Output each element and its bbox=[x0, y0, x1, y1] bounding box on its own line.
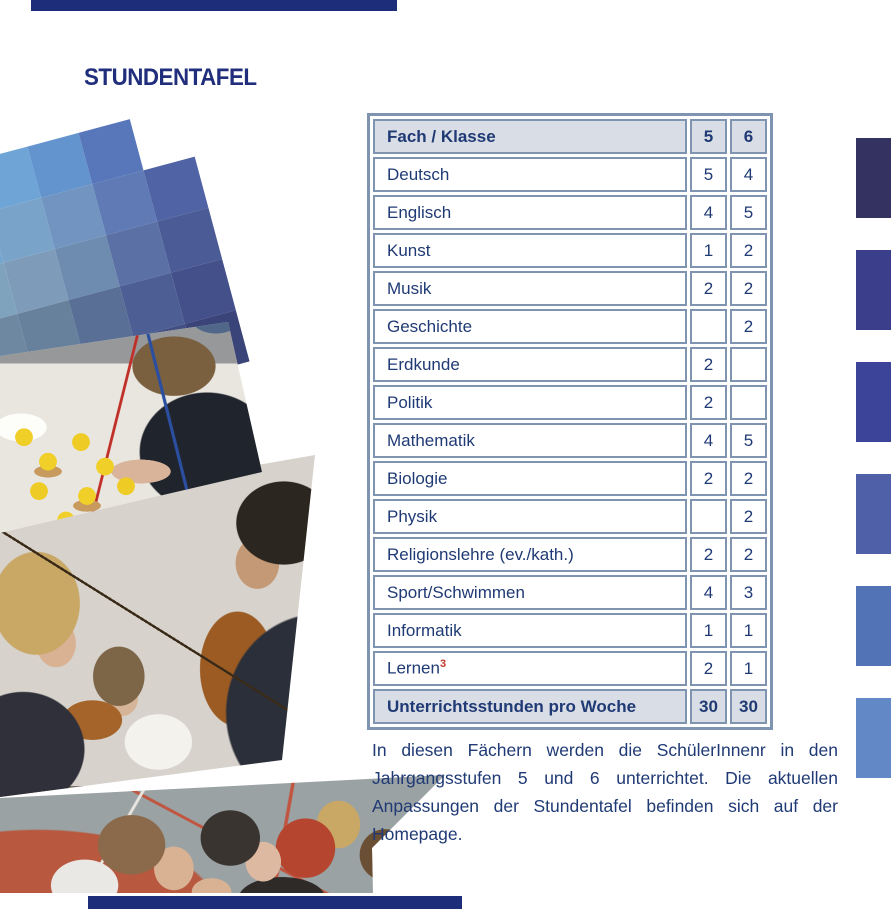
table-row bbox=[373, 157, 767, 192]
hours-cell: 5 bbox=[690, 157, 727, 192]
subject-cell: Musik bbox=[373, 271, 687, 306]
table-row bbox=[373, 613, 767, 648]
hours-cell: 1 bbox=[690, 613, 727, 648]
table-foot bbox=[373, 689, 767, 724]
footnote-marker: 3 bbox=[439, 658, 447, 671]
table-row bbox=[373, 271, 767, 306]
hours-cell: 1 bbox=[730, 651, 767, 686]
hours-cell: 2 bbox=[690, 461, 727, 496]
table-footer-total5: 30 bbox=[690, 689, 727, 724]
hours-cell: 4 bbox=[730, 157, 767, 192]
table-header-row bbox=[373, 119, 767, 154]
table-footer-label: Unterrichtsstunden pro Woche bbox=[373, 689, 687, 724]
hours-cell: 4 bbox=[690, 195, 727, 230]
table-row bbox=[373, 385, 767, 420]
hours-cell bbox=[730, 385, 767, 420]
right-accent-squares bbox=[856, 138, 891, 810]
hours-cell: 2 bbox=[690, 347, 727, 382]
table-row bbox=[373, 499, 767, 534]
hours-cell: 4 bbox=[690, 423, 727, 458]
accent-square bbox=[856, 698, 891, 778]
subject-cell: Geschichte bbox=[373, 309, 687, 344]
page-title: STUNDENTAFEL bbox=[84, 64, 257, 91]
hours-cell bbox=[730, 347, 767, 382]
table-row bbox=[373, 309, 767, 344]
hours-cell: 2 bbox=[690, 651, 727, 686]
hours-cell: 2 bbox=[730, 499, 767, 534]
table-head bbox=[373, 119, 767, 154]
accent-square bbox=[856, 250, 891, 330]
accent-square bbox=[856, 362, 891, 442]
subject-cell: Informatik bbox=[373, 613, 687, 648]
subject-cell: Politik bbox=[373, 385, 687, 420]
table-row bbox=[373, 461, 767, 496]
table-footer-row bbox=[373, 689, 767, 724]
accent-square bbox=[856, 474, 891, 554]
paragraph-line: In diesen Fächern werden die SchülerInnenr in den bbox=[372, 740, 838, 760]
hours-cell: 2 bbox=[730, 233, 767, 268]
hours-cell: 2 bbox=[690, 537, 727, 572]
subject-cell: Physik bbox=[373, 499, 687, 534]
table-row bbox=[373, 651, 767, 686]
description-paragraph bbox=[372, 736, 838, 848]
table-body bbox=[373, 157, 767, 686]
subject-cell: Religionslehre (ev./kath.) bbox=[373, 537, 687, 572]
table-header-subject: Fach / Klasse bbox=[373, 119, 687, 154]
hours-cell: 2 bbox=[690, 385, 727, 420]
accent-square bbox=[856, 586, 891, 666]
paragraph-line: Homepage. bbox=[372, 824, 463, 844]
table-row bbox=[373, 537, 767, 572]
subject-cell: Erdkunde bbox=[373, 347, 687, 382]
hours-cell: 5 bbox=[730, 423, 767, 458]
hours-cell: 1 bbox=[690, 233, 727, 268]
hours-cell: 2 bbox=[730, 309, 767, 344]
paragraph-line: Jahrgangsstufen 5 und 6 unterrichtet. Die aktuellen bbox=[372, 768, 838, 788]
subject-cell: Kunst bbox=[373, 233, 687, 268]
table-row bbox=[373, 347, 767, 382]
subject-cell: Lernen$^3$ bbox=[373, 651, 687, 686]
stundentafel-table bbox=[367, 113, 773, 730]
hours-cell bbox=[690, 499, 727, 534]
hours-cell: 2 bbox=[690, 271, 727, 306]
hours-cell: 5 bbox=[730, 195, 767, 230]
subject-cell: Sport/Schwimmen bbox=[373, 575, 687, 610]
subject-cell: Englisch bbox=[373, 195, 687, 230]
table-row bbox=[373, 233, 767, 268]
bottom-accent-bar bbox=[88, 896, 462, 909]
hours-cell: 2 bbox=[730, 461, 767, 496]
hours-cell: 3 bbox=[730, 575, 767, 610]
table-header-class5: 5 bbox=[690, 119, 727, 154]
hours-cell: 2 bbox=[730, 537, 767, 572]
accent-square bbox=[856, 138, 891, 218]
hours-cell: 4 bbox=[690, 575, 727, 610]
subject-cell: Biologie bbox=[373, 461, 687, 496]
hours-cell: 1 bbox=[730, 613, 767, 648]
paragraph-line: Anpassungen der Stundentafel befinden sich auf der bbox=[372, 796, 838, 816]
table-row bbox=[373, 195, 767, 230]
table-row bbox=[373, 575, 767, 610]
hours-cell bbox=[690, 309, 727, 344]
table-header-class6: 6 bbox=[730, 119, 767, 154]
table-row bbox=[373, 423, 767, 458]
subject-cell: Mathematik bbox=[373, 423, 687, 458]
subject-cell: Deutsch bbox=[373, 157, 687, 192]
hours-cell: 2 bbox=[730, 271, 767, 306]
table-footer-total6: 30 bbox=[730, 689, 767, 724]
top-accent-bar bbox=[31, 0, 397, 11]
